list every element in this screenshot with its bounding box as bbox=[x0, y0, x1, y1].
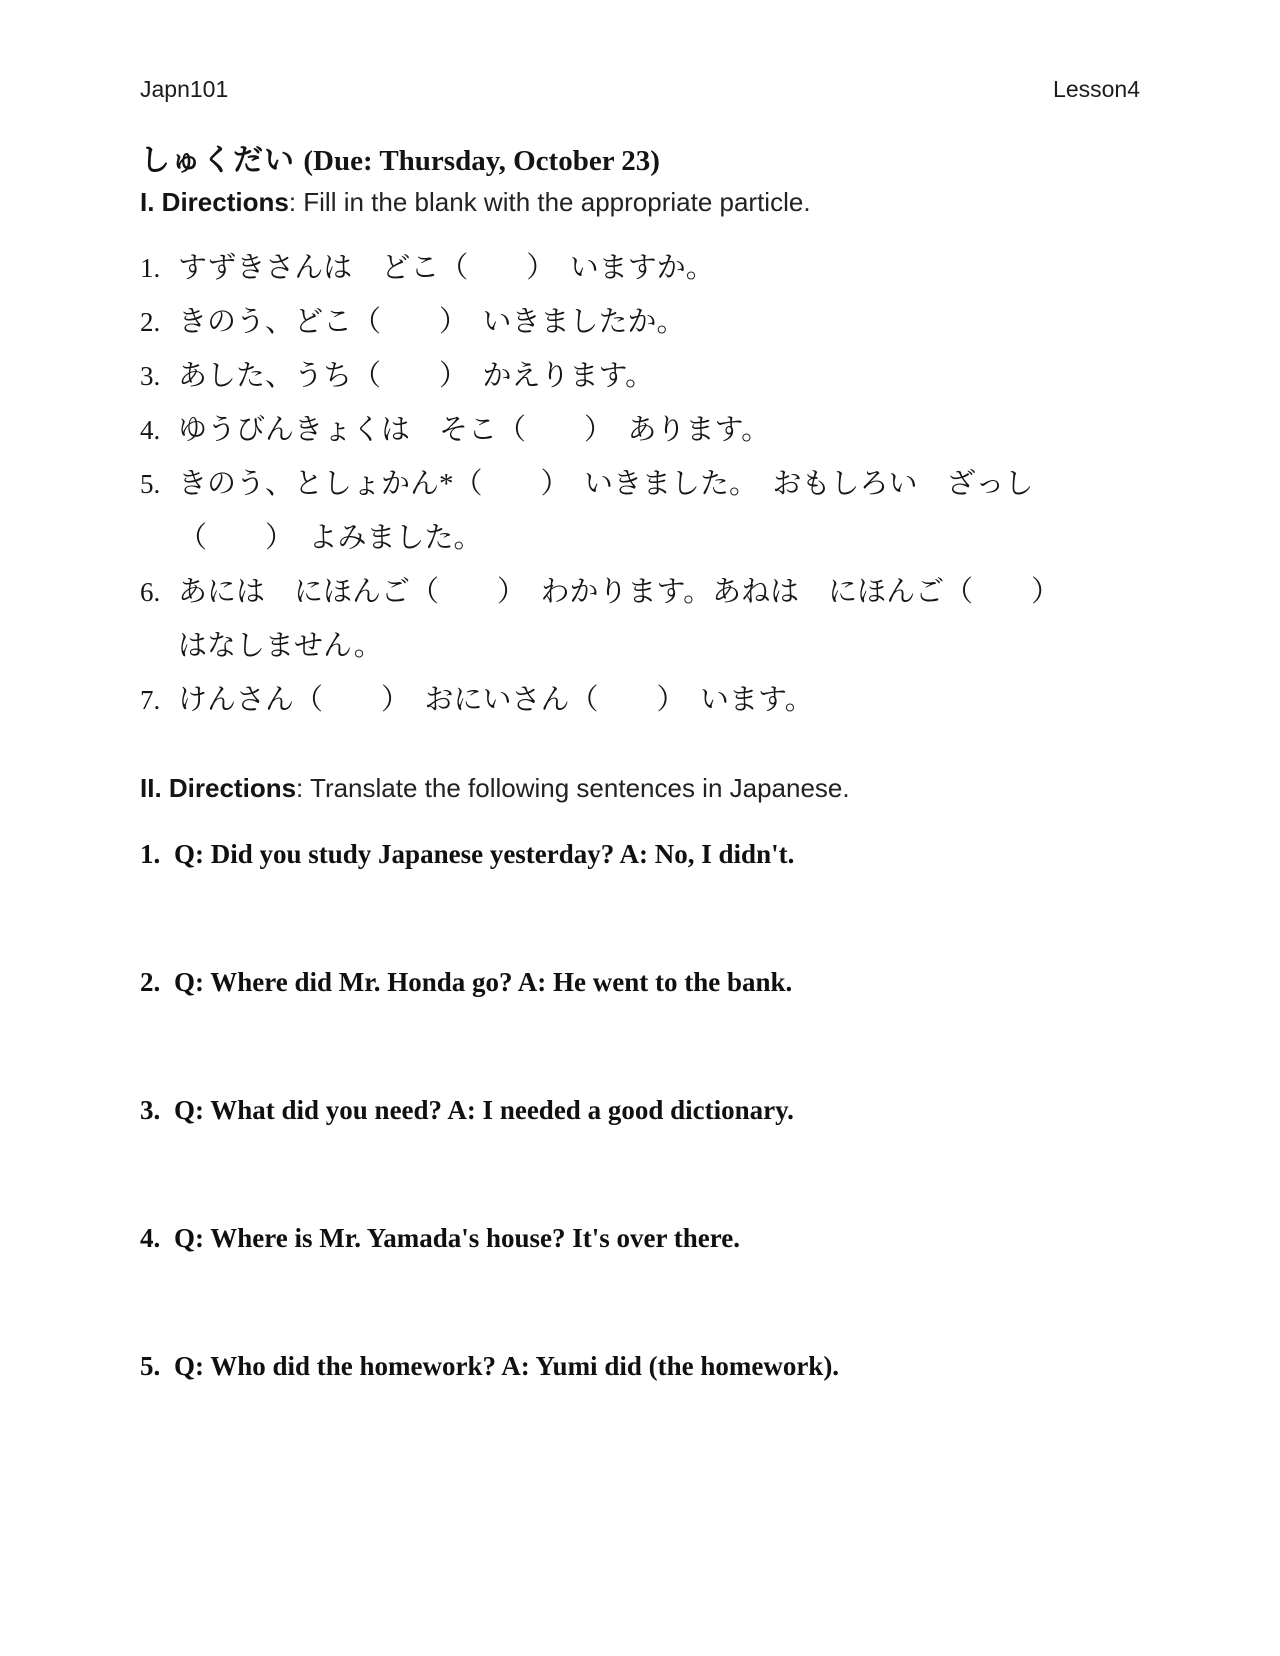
item-text: ゆうびんきょくは そこ（ ） あります。 bbox=[178, 414, 771, 446]
section2-directions bbox=[140, 771, 1140, 805]
list-item bbox=[140, 673, 1140, 727]
item-number: 4. bbox=[140, 415, 161, 445]
list-item bbox=[140, 457, 1140, 511]
item-number: 3. bbox=[140, 1095, 161, 1125]
page-header bbox=[140, 76, 1140, 103]
item-number: 5. bbox=[140, 469, 161, 499]
item-number: 6. bbox=[140, 577, 161, 607]
item-number: 7. bbox=[140, 685, 161, 715]
item-text: あした、うち（ ） かえります。 bbox=[178, 360, 655, 392]
list-item bbox=[140, 295, 1140, 349]
fill-in-blank-list bbox=[140, 241, 1140, 727]
item-text: けんさん（ ） おにいさん（ ） います。 bbox=[178, 684, 814, 716]
lesson-label: Lesson4 bbox=[1053, 76, 1140, 102]
translation-item bbox=[140, 967, 1140, 998]
item-text: Q: Where is Mr. Yamada's house? It's over there. bbox=[174, 1223, 740, 1253]
translation-item bbox=[140, 1095, 1140, 1126]
title-due-date: (Due: Thursday, October 23) bbox=[303, 145, 660, 177]
item-number: 1. bbox=[140, 253, 161, 283]
title-japanese: しゅくだい bbox=[140, 143, 295, 178]
item-number: 4. bbox=[140, 1223, 161, 1253]
section1-directions-label: I. Directions bbox=[140, 187, 289, 217]
item-text: あには にほんご（ ） わかります。あねは にほんご（ ） bbox=[178, 576, 1061, 608]
list-item bbox=[140, 565, 1140, 619]
translation-item bbox=[140, 1223, 1140, 1254]
item-text: はなしません。 bbox=[178, 630, 383, 662]
list-item-continuation bbox=[140, 511, 1140, 565]
list-item bbox=[140, 403, 1140, 457]
assignment-title bbox=[140, 143, 1140, 179]
item-number: 3. bbox=[140, 361, 161, 391]
translation-item bbox=[140, 839, 1140, 870]
item-text: すずきさんは どこ（ ） いますか。 bbox=[178, 252, 715, 284]
list-item-continuation bbox=[140, 619, 1140, 673]
translation-list bbox=[140, 839, 1140, 1382]
item-number: 2. bbox=[140, 307, 161, 337]
list-item bbox=[140, 349, 1140, 403]
item-text: Q: Who did the homework? A: Yumi did (the homework). bbox=[174, 1351, 840, 1381]
section2-directions-label: II. Directions bbox=[140, 773, 297, 803]
item-number: 5. bbox=[140, 1351, 161, 1381]
item-text: きのう、どこ（ ） いきましたか。 bbox=[178, 306, 686, 338]
item-text: Q: Did you study Japanese yesterday? A: No, I didn't. bbox=[174, 839, 795, 869]
translation-item bbox=[140, 1351, 1140, 1382]
section1-directions-text: : Fill in the blank with the appropriate particle. bbox=[288, 187, 811, 217]
section2-directions-text: : Translate the following sentences in Japanese. bbox=[296, 773, 850, 803]
section1-directions bbox=[140, 185, 1140, 219]
item-text: Q: Where did Mr. Honda go? A: He went to the bank. bbox=[174, 967, 793, 997]
item-number: 2. bbox=[140, 967, 161, 997]
list-item bbox=[140, 241, 1140, 295]
item-text: Q: What did you need? A: I needed a good dictionary. bbox=[174, 1095, 794, 1125]
item-number: 1. bbox=[140, 839, 161, 869]
item-text: きのう、としょかん*（ ） いきました。 おもしろい ざっし bbox=[178, 468, 1034, 500]
course-label: Japn101 bbox=[140, 76, 229, 102]
item-text: （ ） よみました。 bbox=[178, 522, 483, 554]
